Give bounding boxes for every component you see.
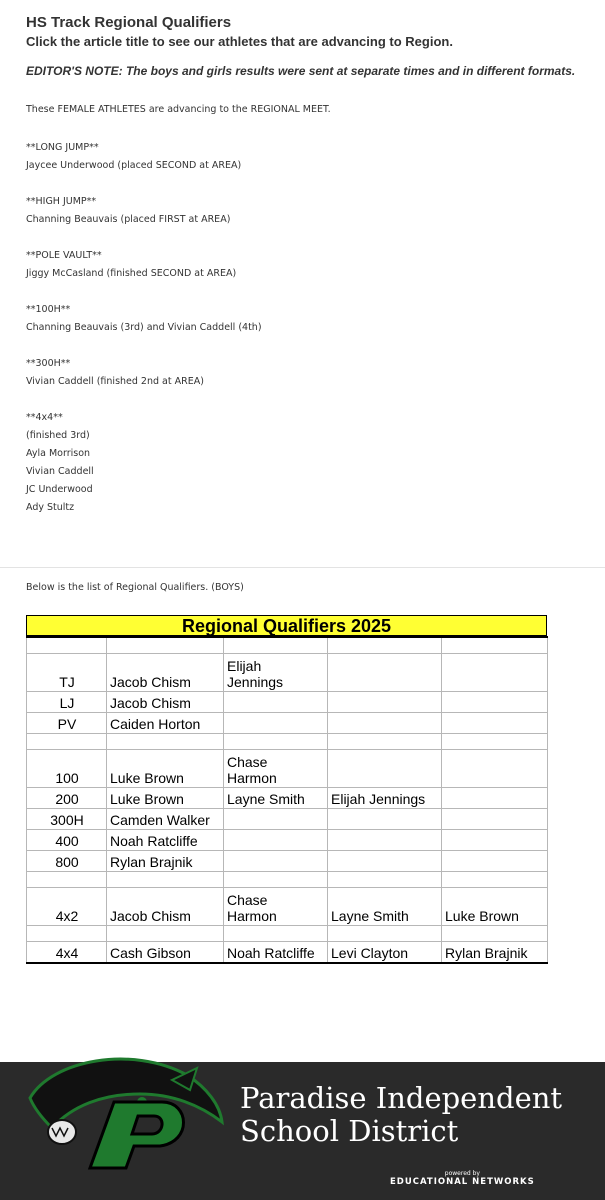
athlete-cell: Luke Brown: [107, 788, 224, 809]
event-cell: 4x2: [27, 888, 107, 926]
powered-by-badge[interactable]: [390, 1170, 535, 1187]
athlete-cell: Layne Smith: [224, 788, 328, 809]
site-footer: [0, 1062, 605, 1200]
event-cell: [27, 872, 107, 888]
athlete-cell: [328, 637, 442, 654]
athlete-cell: [442, 788, 548, 809]
event-heading: **POLE VAULT**: [26, 250, 102, 261]
table-row: [27, 926, 548, 942]
athlete-cell: [442, 872, 548, 888]
table-row: [27, 809, 548, 830]
athlete-cell: Cash Gibson: [107, 942, 224, 964]
table-row: [27, 830, 548, 851]
table-row: [27, 713, 548, 734]
table-row: [27, 654, 548, 692]
panther-p-logo-icon[interactable]: [22, 1050, 227, 1190]
table-row: [27, 692, 548, 713]
event-cell: 4x4: [27, 942, 107, 964]
event-line: Channing Beauvais (placed FIRST at AREA): [26, 214, 231, 225]
athlete-cell: Noah Ratcliffe: [107, 830, 224, 851]
athlete-cell: [442, 926, 548, 942]
event-cell: 100: [27, 750, 107, 788]
athlete-cell: Elijah Jennings: [328, 788, 442, 809]
table-row: [27, 942, 548, 964]
athlete-cell: [442, 750, 548, 788]
athlete-cell: [442, 654, 548, 692]
article-title[interactable]: HS Track Regional Qualifiers: [26, 14, 232, 31]
table-row: [27, 637, 548, 654]
athlete-cell: Camden Walker: [107, 809, 224, 830]
powered-by-brand: EDUCATIONAL NETWORKS: [390, 1177, 535, 1187]
table-row: [27, 734, 548, 750]
event-cell: 400: [27, 830, 107, 851]
editor-note: EDITOR'S NOTE: The boys and girls results were sent at separate times and in different formats.: [26, 64, 576, 78]
athlete-cell: [224, 692, 328, 713]
athlete-cell: Caiden Horton: [107, 713, 224, 734]
event-line: Jiggy McCasland (finished SECOND at AREA): [26, 268, 237, 279]
athlete-cell: [328, 926, 442, 942]
athlete-cell: [224, 830, 328, 851]
event-line: Ady Stultz: [26, 502, 75, 513]
table-row: [27, 888, 548, 926]
athlete-cell: [107, 637, 224, 654]
athlete-cell: [328, 809, 442, 830]
athlete-cell: [107, 926, 224, 942]
event-line: Vivian Caddell: [26, 466, 94, 477]
event-heading: **100H**: [26, 304, 71, 315]
event-cell: 300H: [27, 809, 107, 830]
athlete-cell: [224, 851, 328, 872]
athlete-cell: Elijah Jennings: [224, 654, 328, 692]
athlete-cell: [328, 750, 442, 788]
event-block: [26, 301, 586, 337]
event-cell: LJ: [27, 692, 107, 713]
athlete-cell: Jacob Chism: [107, 654, 224, 692]
athlete-cell: [224, 734, 328, 750]
event-block: [26, 355, 586, 391]
article-subtitle: Click the article title to see our athletes that are advancing to Region.: [26, 34, 453, 49]
girls-intro: These FEMALE ATHLETES are advancing to the REGIONAL MEET.: [26, 104, 331, 115]
athlete-cell: [442, 692, 548, 713]
athlete-cell: [442, 637, 548, 654]
event-cell: 200: [27, 788, 107, 809]
athlete-cell: Rylan Brajnik: [107, 851, 224, 872]
athlete-cell: [107, 872, 224, 888]
event-cell: 800: [27, 851, 107, 872]
athlete-cell: [328, 851, 442, 872]
athlete-cell: [442, 734, 548, 750]
athlete-cell: Luke Brown: [107, 750, 224, 788]
table-row: [27, 788, 548, 809]
section-divider: [0, 567, 605, 568]
table-title: Regional Qualifiers 2025: [26, 615, 547, 636]
event-line: Jaycee Underwood (placed SECOND at AREA): [26, 160, 242, 171]
athlete-cell: [224, 872, 328, 888]
athlete-cell: [107, 734, 224, 750]
district-name-line1: Paradise Independent: [240, 1081, 563, 1115]
athlete-cell: [224, 637, 328, 654]
athlete-cell: [224, 809, 328, 830]
athlete-cell: Chase Harmon: [224, 888, 328, 926]
boys-intro: Below is the list of Regional Qualifiers. (BOYS): [26, 582, 244, 593]
athlete-cell: [328, 830, 442, 851]
event-heading: **300H**: [26, 358, 71, 369]
athlete-cell: Noah Ratcliffe: [224, 942, 328, 964]
event-line: Ayla Morrison: [26, 448, 91, 459]
athlete-cell: [442, 713, 548, 734]
event-line: JC Underwood: [26, 484, 93, 495]
event-block: [26, 139, 586, 175]
event-cell: [27, 926, 107, 942]
athlete-cell: [328, 713, 442, 734]
event-block: [26, 193, 586, 229]
athlete-cell: Jacob Chism: [107, 888, 224, 926]
athlete-cell: Levi Clayton: [328, 942, 442, 964]
girls-events-list: [26, 139, 586, 535]
athlete-cell: [328, 872, 442, 888]
table-row: [27, 851, 548, 872]
event-line: (finished 3rd): [26, 430, 90, 441]
event-line: Vivian Caddell (finished 2nd at AREA): [26, 376, 204, 387]
event-cell: PV: [27, 713, 107, 734]
athlete-cell: [328, 654, 442, 692]
athlete-cell: Luke Brown: [442, 888, 548, 926]
powered-by-label: powered by: [444, 1170, 480, 1177]
boys-qualifiers-table: [26, 615, 547, 964]
athlete-cell: [328, 692, 442, 713]
event-line: Channing Beauvais (3rd) and Vivian Caddell (4th): [26, 322, 262, 333]
event-heading: **4x4**: [26, 412, 63, 423]
table-row: [27, 750, 548, 788]
athlete-cell: [442, 830, 548, 851]
district-name[interactable]: [240, 1082, 562, 1148]
athlete-cell: [224, 926, 328, 942]
athlete-cell: [442, 809, 548, 830]
event-cell: [27, 734, 107, 750]
athlete-cell: Jacob Chism: [107, 692, 224, 713]
athlete-cell: Layne Smith: [328, 888, 442, 926]
event-block: [26, 247, 586, 283]
athlete-cell: Chase Harmon: [224, 750, 328, 788]
event-cell: [27, 637, 107, 654]
athlete-cell: [442, 851, 548, 872]
athlete-cell: [224, 713, 328, 734]
event-heading: **HIGH JUMP**: [26, 196, 97, 207]
district-name-line2: School District: [240, 1114, 459, 1148]
athlete-cell: Rylan Brajnik: [442, 942, 548, 964]
table-row: [27, 872, 548, 888]
event-cell: TJ: [27, 654, 107, 692]
event-heading: **LONG JUMP**: [26, 142, 99, 153]
athlete-cell: [328, 734, 442, 750]
event-block: [26, 409, 586, 517]
